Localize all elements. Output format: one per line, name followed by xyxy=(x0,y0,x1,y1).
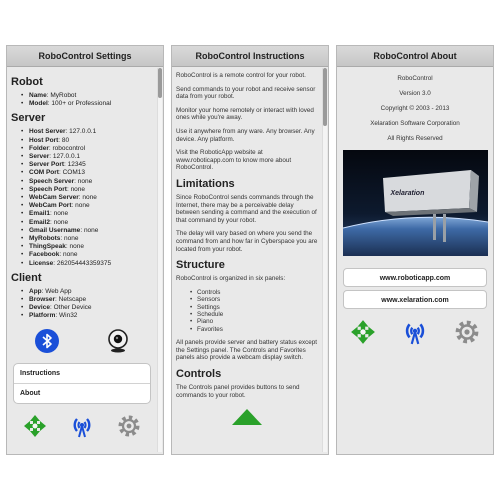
panel-list-item: • Favorites xyxy=(190,326,318,333)
settings-content[interactable] xyxy=(7,68,163,454)
panel-list-item: • Sensors xyxy=(190,296,318,303)
instructions-panel-title: RoboControl Instructions xyxy=(172,46,328,67)
robot-item: • Name: MyRobot xyxy=(21,92,153,100)
gear-icon[interactable] xyxy=(117,414,141,440)
settings-toolbar xyxy=(11,414,153,440)
limitations-paragraph: Since RoboControl sends commands through the Internet, there may be a perceivable delay between sending a command and the execution of that command by your robot. xyxy=(176,193,317,224)
controls-paragraph: The Controls panel provides buttons to send commands to your robot. xyxy=(176,383,300,399)
server-item: • License: 262054443359375 xyxy=(21,260,153,268)
panel-list-item: • Settings xyxy=(190,304,318,311)
client-item: • App: Web App xyxy=(21,288,153,296)
robot-heading: Robot xyxy=(11,76,43,88)
server-item: • Email1: none xyxy=(21,210,153,218)
settings-panel xyxy=(6,45,164,455)
about-menu-item[interactable]: About xyxy=(20,389,41,397)
version-text: Version 3.0 xyxy=(399,90,431,97)
webcam-icon[interactable] xyxy=(106,329,130,353)
intro-paragraph: Monitor your home remotely or interact with loved ones while you're away. xyxy=(176,106,314,122)
client-heading: Client xyxy=(11,271,42,284)
server-item: • Email2: none xyxy=(21,219,153,227)
server-item: • Host Server: 127.0.0.1 xyxy=(21,128,153,136)
server-item: • Gmail Username: none xyxy=(21,227,153,235)
server-item: • Speech Port: none xyxy=(21,186,153,194)
server-item: • Folder: robocontrol xyxy=(21,145,153,153)
about-panel xyxy=(336,45,494,455)
move-arrows-icon[interactable] xyxy=(350,319,376,347)
robot-item: • Model: 100+ or Professional xyxy=(21,100,153,108)
server-item: • Facebook: none xyxy=(21,251,153,259)
about-panel-title: RoboControl About xyxy=(337,46,493,67)
settings-scroll-thumb[interactable] xyxy=(158,68,162,98)
server-item: • WebCam Port: none xyxy=(21,202,153,210)
robot-list xyxy=(21,92,153,108)
about-content xyxy=(337,67,493,347)
server-item: • Speech Server: none xyxy=(21,178,153,186)
instructions-scroll-thumb[interactable] xyxy=(323,68,327,126)
panel-list-item: • Controls xyxy=(190,289,318,296)
client-list xyxy=(21,288,153,321)
intro-paragraph: Send commands to your robot and receive sensor data from your robot. xyxy=(176,85,316,101)
controls-heading: Controls xyxy=(176,367,222,380)
gear-icon[interactable] xyxy=(454,319,480,347)
client-item: • Browser: Netscape xyxy=(21,296,153,304)
server-item: • Server: 127.0.0.1 xyxy=(21,153,153,161)
panel-list-item: • Piano xyxy=(190,318,318,325)
client-item: • Device: Other Device xyxy=(21,304,153,312)
photo-brand: Xelaration xyxy=(390,190,425,197)
copyright-text: Copyright © 2003 - 2013 xyxy=(380,105,450,112)
about-toolbar xyxy=(337,319,493,347)
limitations-heading: Limitations xyxy=(176,177,235,190)
product-photo xyxy=(343,150,488,256)
limitations-paragraph: The delay will vary based on where you send the command from and how far in Cyberspace you are located from your robot. xyxy=(176,230,318,253)
client-item: • Platform: Win32 xyxy=(21,312,153,320)
wireless-signal-icon[interactable] xyxy=(402,319,428,347)
server-item: • COM Port: COM13 xyxy=(21,169,153,177)
server-heading: Server xyxy=(11,112,46,125)
rights-text: All Rights Reserved xyxy=(387,135,443,142)
server-item: • MyRobots: none xyxy=(21,235,153,243)
server-item: • Host Port: 80 xyxy=(21,137,153,145)
server-item: • ThingSpeak: none xyxy=(21,243,153,251)
instructions-menu-item[interactable]: Instructions xyxy=(14,364,150,384)
instructions-content[interactable] xyxy=(172,68,328,454)
company-text: Xelaration Software Corporation xyxy=(370,120,460,127)
structure-heading: Structure xyxy=(176,259,225,272)
roboticapp-link[interactable]: www.roboticapp.com xyxy=(343,268,487,287)
settings-menu xyxy=(13,363,151,404)
panel-list-item: • Schedule xyxy=(190,311,318,318)
move-arrows-icon[interactable] xyxy=(23,414,47,440)
wireless-signal-icon[interactable] xyxy=(70,414,94,440)
xelaration-link[interactable]: www.xelaration.com xyxy=(343,290,487,309)
intro-paragraph: Visit the RoboticApp website at www.roboticapp.com to know more about RoboControl. xyxy=(176,149,292,172)
structure-intro: RoboControl is organized in six panels: xyxy=(176,275,286,283)
connection-icons xyxy=(11,329,153,353)
app-name: RoboControl xyxy=(397,75,433,82)
settings-scrollbar[interactable] xyxy=(157,68,162,452)
structure-note: All panels provide server and battery status except the Settings panel. The Controls and Favorites panels also provide a webcam display switch. xyxy=(176,339,318,362)
intro-paragraph: Use it anywhere from any ware. Any browser. Any device. Any platform. xyxy=(176,127,315,143)
server-list xyxy=(21,128,153,267)
bluetooth-icon[interactable] xyxy=(35,329,59,353)
settings-panel-title: RoboControl Settings xyxy=(7,46,163,67)
intro-paragraph: RoboControl is a remote control for your robot. xyxy=(176,72,306,79)
instructions-panel xyxy=(171,45,329,455)
instructions-scrollbar[interactable] xyxy=(322,68,327,452)
controls-preview-arrow-icon xyxy=(232,405,318,427)
server-item: • WebCam Server: none xyxy=(21,194,153,202)
panels-list xyxy=(190,289,318,333)
server-item: • Server Port: 12345 xyxy=(21,161,153,169)
